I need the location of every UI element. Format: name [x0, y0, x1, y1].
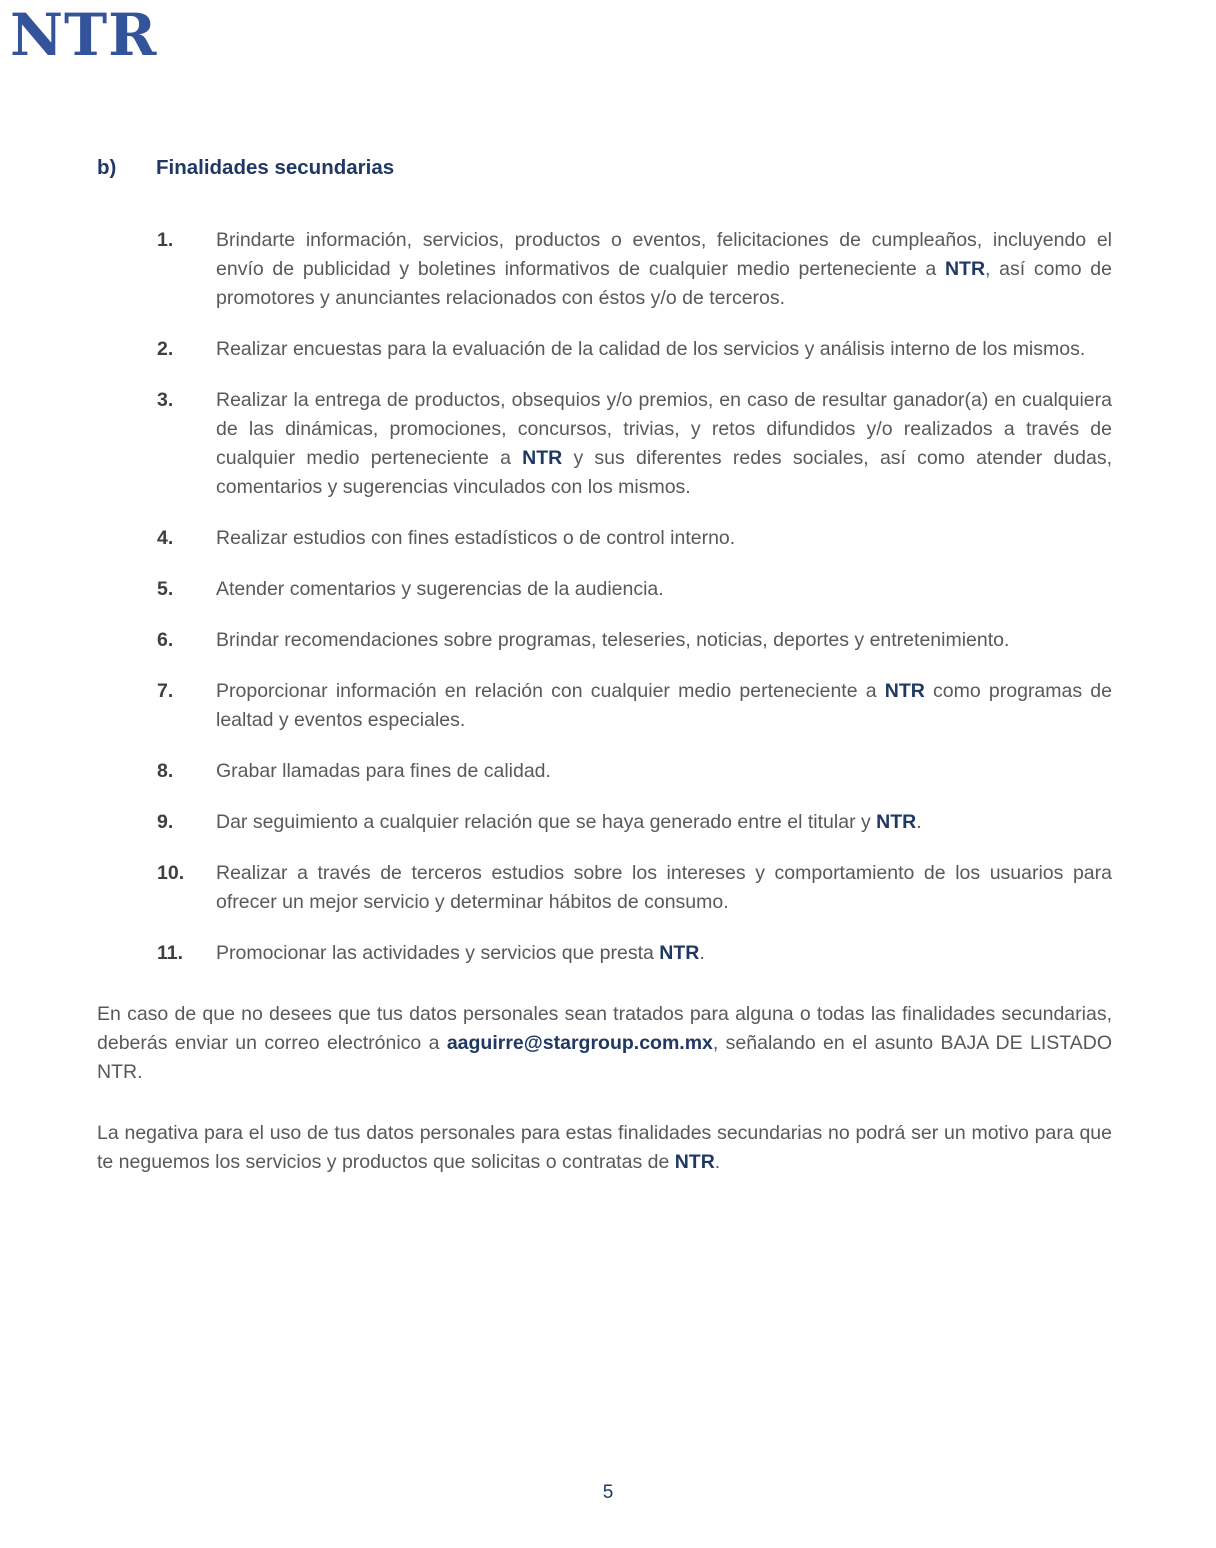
list-item	[157, 808, 1112, 837]
list-item-number: 11.	[157, 942, 184, 964]
list-item-number: 9.	[157, 811, 174, 833]
paragraph-negative-notice	[97, 1119, 1112, 1177]
list-item-text	[216, 677, 1112, 735]
list-item-number: 2.	[157, 338, 174, 360]
list-item	[157, 575, 1112, 604]
body-text: como programas de lealtad y eventos especiales.	[216, 680, 1112, 731]
emphasis-text: NTR	[944, 258, 986, 280]
emphasis-text: NTR	[884, 680, 925, 702]
list-item	[157, 524, 1112, 553]
secondary-purposes-list	[157, 226, 1112, 968]
list-item-number: 6.	[157, 629, 174, 651]
body-text: y sus diferentes redes sociales, así como atender dudas, comentarios y sugerencias vinculados con los mismos.	[216, 447, 1112, 498]
list-item	[157, 859, 1112, 917]
list-item	[157, 757, 1112, 786]
list-item	[157, 939, 1112, 968]
ntr-logo: NTR	[10, 1, 158, 69]
list-item-text	[216, 859, 1112, 917]
section-title: Finalidades secundarias	[156, 156, 395, 179]
list-item	[157, 386, 1112, 502]
body-text: Promocionar las actividades y servicios que presta	[216, 942, 660, 964]
emphasis-text: aaguirre@stargroup.com.mx	[446, 1032, 713, 1054]
list-item	[157, 626, 1112, 655]
body-text: La negativa para el uso de tus datos personales para estas finalidades secundarias no podrá ser un motivo para que te neguemos los servicios y productos que solicitas o contratas de	[97, 1122, 1112, 1173]
list-item-text	[216, 939, 1112, 968]
section-heading	[97, 156, 1112, 180]
body-text: Atender comentarios y sugerencias de la audiencia.	[216, 578, 664, 600]
body-text: Realizar encuestas para la evaluación de la calidad de los servicios y análisis interno de los mismos.	[216, 338, 1086, 360]
list-item-number: 1.	[157, 229, 174, 251]
body-text: Realizar a través de terceros estudios sobre los intereses y comportamiento de los usuarios para ofrecer un mejor servicio y determinar hábitos de consumo.	[216, 862, 1112, 913]
emphasis-text: NTR	[876, 811, 917, 833]
emphasis-text: NTR	[674, 1151, 715, 1173]
body-text: En caso de que no desees que tus datos personales sean tratados para alguna o todas las finalidades secundarias, deberás enviar un correo electrónico a	[97, 1003, 1112, 1054]
body-text: Realizar estudios con fines estadísticos o de control interno.	[216, 527, 736, 549]
body-text: Proporcionar información en relación con cualquier medio perteneciente a	[216, 680, 885, 702]
list-item-number: 8.	[157, 760, 174, 782]
list-item-text	[216, 757, 1112, 786]
body-text: , señalando en el asunto BAJA DE LISTADO NTR.	[97, 1032, 1112, 1083]
paragraph-opt-out	[97, 1000, 1112, 1087]
emphasis-text: NTR	[659, 942, 700, 964]
body-text: Brindar recomendaciones sobre programas, teleseries, noticias, deportes y entretenimiento.	[216, 629, 1010, 651]
list-item-text	[216, 575, 1112, 604]
list-item	[157, 677, 1112, 735]
body-text: Grabar llamadas para fines de calidad.	[216, 760, 551, 782]
list-item-text	[216, 335, 1112, 364]
list-item-text	[216, 808, 1112, 837]
list-item-number: 10.	[157, 862, 185, 884]
body-text: Brindarte información, servicios, productos o eventos, felicitaciones de cumpleaños, incluyendo el envío de publicidad y boletines informativos de cualquier medio perteneciente a	[216, 229, 1112, 280]
emphasis-text: NTR	[522, 447, 563, 469]
list-item-text	[216, 226, 1112, 313]
list-item	[157, 226, 1112, 313]
list-item-number: 4.	[157, 527, 174, 549]
body-text: .	[916, 811, 922, 833]
body-text: Realizar la entrega de productos, obsequios y/o premios, en caso de resultar ganador(a) en cualquiera de las dinámicas, promociones, concursos, trivias, y retos difundidos y/o realizados a través de cualquier medio perteneciente a	[216, 389, 1112, 469]
body-text: .	[699, 942, 705, 964]
list-item-text	[216, 524, 1112, 553]
body-text: , así como de promotores y anunciantes relacionados con éstos y/o de terceros.	[216, 258, 1112, 309]
list-item-number: 3.	[157, 389, 174, 411]
list-item-number: 7.	[157, 680, 174, 702]
body-text: Dar seguimiento a cualquier relación que se haya generado entre el titular y	[216, 811, 877, 833]
page-number: 5	[602, 1482, 614, 1503]
list-item-text	[216, 626, 1112, 655]
body-text: .	[714, 1151, 721, 1173]
list-item-text	[216, 386, 1112, 502]
list-item	[157, 335, 1112, 364]
section-letter: b)	[97, 156, 117, 179]
list-item-number: 5.	[157, 578, 174, 600]
